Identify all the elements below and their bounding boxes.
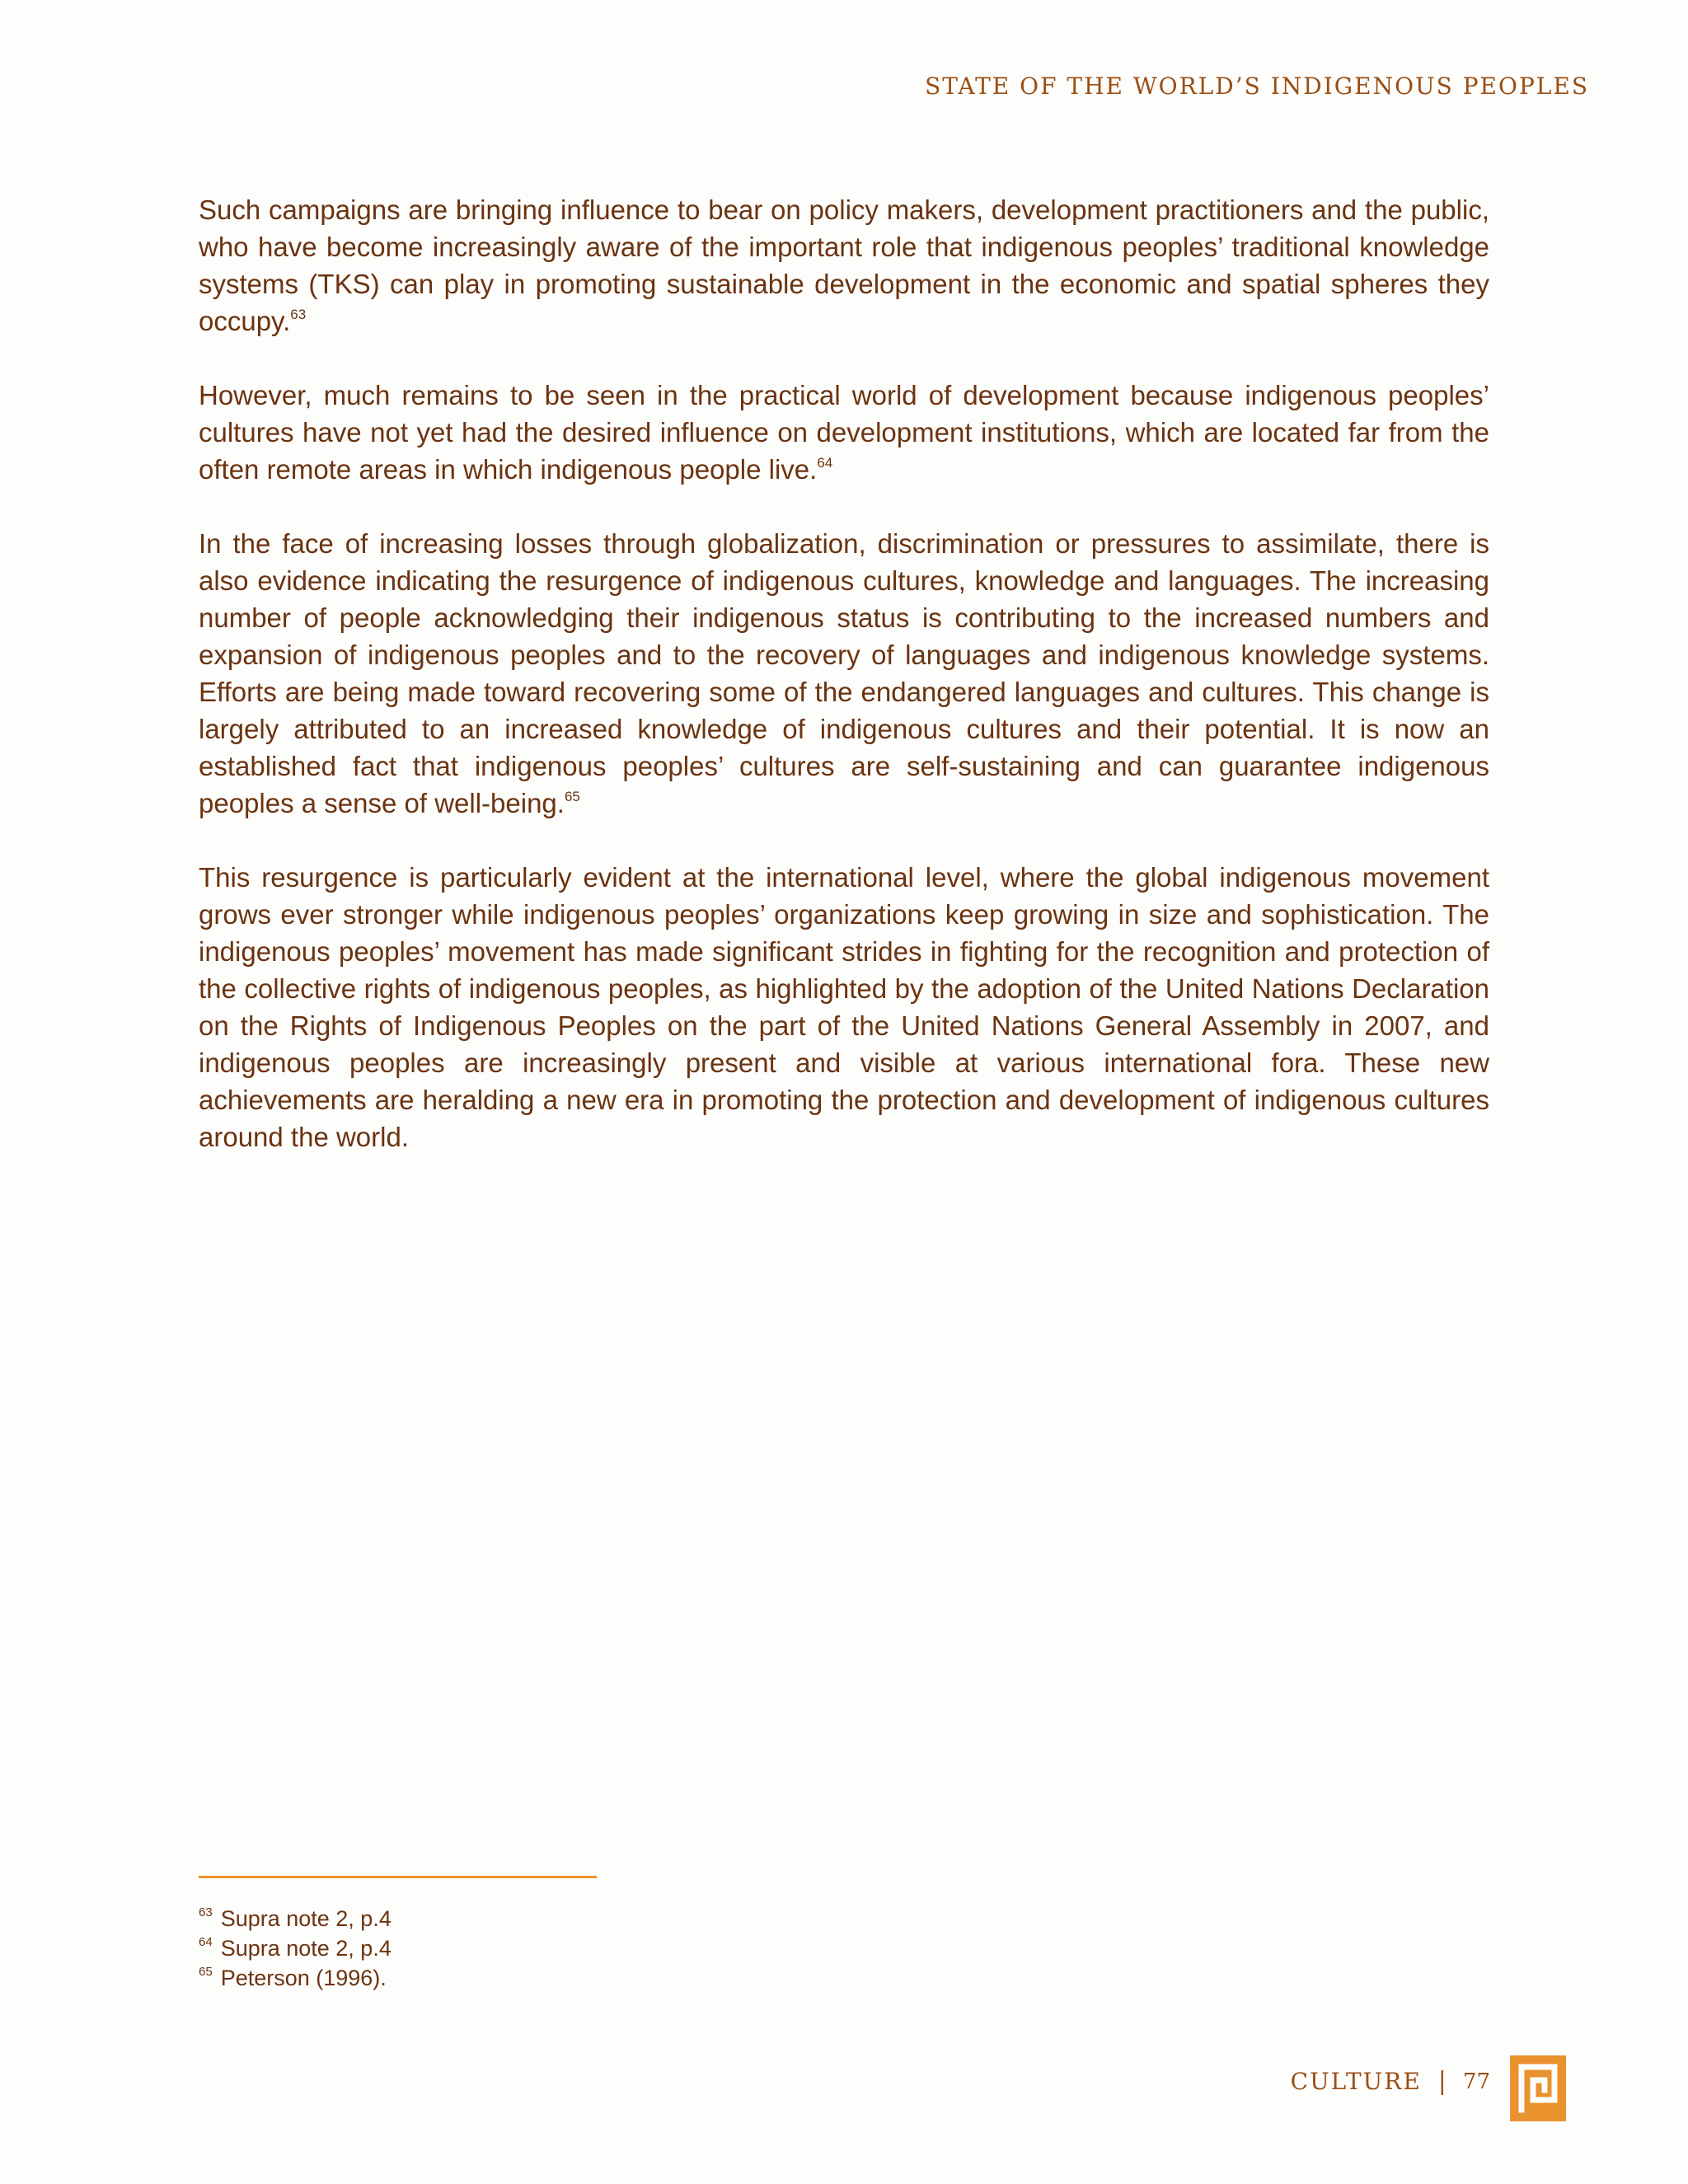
footnote-item	[199, 1904, 392, 1933]
section-label: CULTURE	[1290, 2068, 1422, 2095]
footnote-text: Supra note 2, p.4	[220, 1936, 392, 1961]
page-number: 77	[1462, 2069, 1490, 2094]
footnote-item	[199, 1933, 392, 1963]
paragraph-text: In the face of increasing losses through globalization, discrimination or pressures to assimilate, there is also evidence indicating the resurgence of indigenous cultures, knowledge and languages. The increasing number of people acknowledging their indigenous status is contributing to the increased numbers and expansion of indigenous peoples and to the recovery of languages and indigenous knowledge systems. Efforts are being made toward recovering some of the endangered languages and cultures. This change is largely attributed to an increased knowledge of indigenous cultures and their potential. It is now an established fact that indigenous peoples’ cultures are self-sustaining and can guarantee indigenous peoples a sense of well-being.	[199, 528, 1489, 818]
footnote-item	[199, 1963, 392, 1993]
running-header: STATE OF THE WORLD’S INDIGENOUS PEOPLES	[925, 73, 1589, 100]
footnote-number: 63	[199, 1905, 213, 1919]
footnote-number: 65	[199, 1965, 213, 1979]
body-text	[199, 191, 1489, 1193]
footnote-number: 64	[199, 1935, 213, 1949]
paragraph	[199, 525, 1489, 822]
paragraph	[199, 859, 1489, 1155]
footnote-divider	[199, 1876, 597, 1878]
footnote-ref[interactable]: 64	[817, 455, 833, 471]
footnote-ref[interactable]: 65	[564, 789, 580, 804]
footnotes	[199, 1904, 392, 1993]
spiral-logo-icon	[1510, 2055, 1566, 2121]
paragraph-text: Such campaigns are bringing influence to bear on policy makers, development practitioners and the public, who have become increasingly aware of the important role that indigenous peoples’ traditional knowledge systems (TKS) can play in promoting sustainable development in the economic and spatial spheres they occupy.	[199, 194, 1489, 336]
page-footer	[1291, 2067, 1490, 2096]
footnote-text: Supra note 2, p.4	[220, 1906, 392, 1931]
paragraph-text: This resurgence is particularly evident at the international level, where the global indigenous movement grows ever stronger while indigenous peoples’ organizations keep growing in size and sophistication. The indigenous peoples’ movement has made significant strides in fighting for the recognition and protection of the collective rights of indigenous peoples, as highlighted by the adoption of the United Nations Declaration on the Rights of Indigenous Peoples on the part of the United Nations General Assembly in 2007, and indigenous peoples are increasingly present and visible at various international fora. These new achievements are heralding a new era in promoting the protection and development of indigenous cultures around the world.	[199, 862, 1489, 1152]
paragraph	[199, 191, 1489, 340]
footer-separator: |	[1437, 2067, 1447, 2096]
footnote-ref[interactable]: 63	[290, 307, 307, 322]
paragraph	[199, 377, 1489, 488]
paragraph-text: However, much remains to be seen in the practical world of development because indigenous peoples’ cultures have not yet had the desired influence on development institutions, which are located far from the often remote areas in which indigenous people live.	[199, 380, 1489, 485]
footnote-text: Peterson (1996).	[220, 1966, 387, 1990]
